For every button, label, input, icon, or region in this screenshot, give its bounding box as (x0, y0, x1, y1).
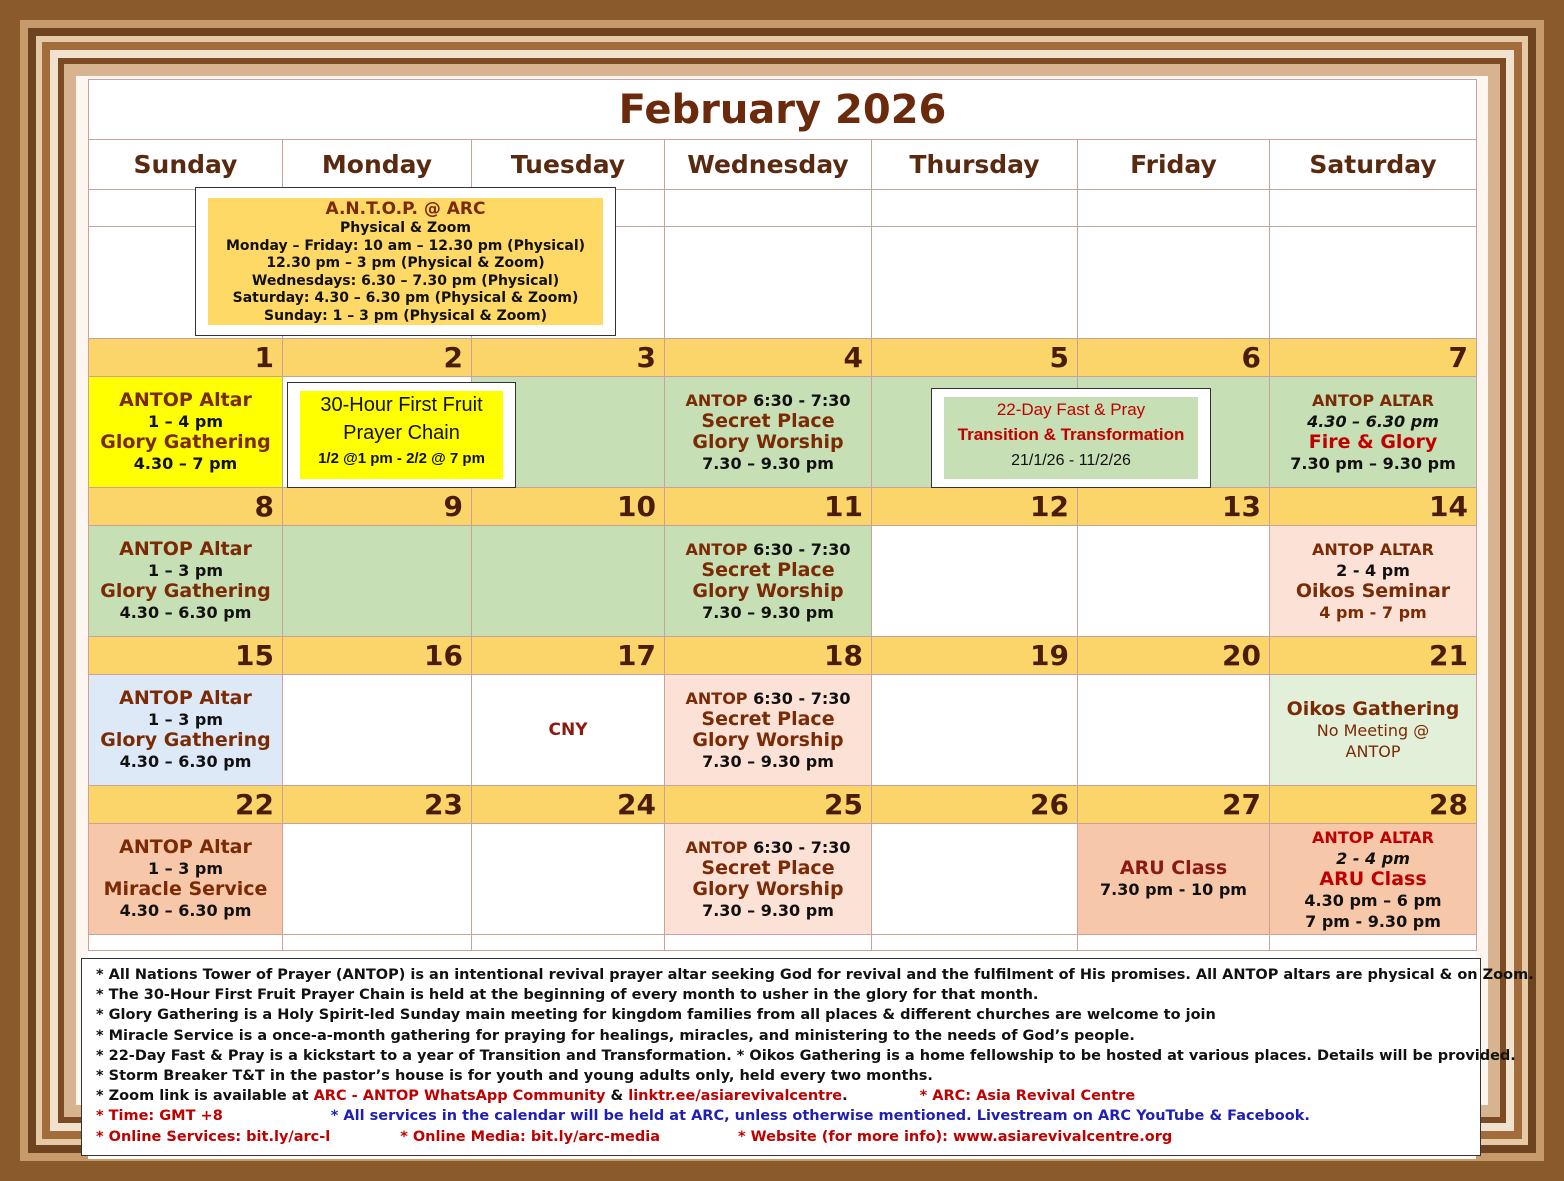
note-line: * Miracle Service is a once-a-month gathering for praying for healings, miracles, and ministering to the needs of God’s people. (96, 1027, 1135, 1044)
day-header-tuesday: Tuesday (472, 140, 665, 190)
day-header-wednesday: Wednesday (665, 140, 872, 190)
date-number: 26 (872, 786, 1078, 824)
note-text: * Zoom link is available at (96, 1088, 314, 1105)
note-line (96, 1127, 1466, 1147)
day-header-saturday: Saturday (1270, 140, 1477, 190)
note-line (96, 1086, 1466, 1106)
event-title: ANTOP (685, 838, 748, 857)
antop-line: Wednesdays: 6.30 – 7.30 pm (Physical) (251, 272, 560, 289)
day-cell-9 (283, 526, 472, 637)
date-number: 11 (665, 488, 872, 526)
antop-line: Saturday: 4.30 – 6.30 pm (Physical & Zoom) (232, 290, 579, 306)
event-time: 7.30 – 9.30 pm (702, 901, 834, 920)
fast-pray-panel (944, 397, 1198, 479)
note-line: * All Nations Tower of Prayer (ANTOP) is an intentional revival prayer altar seeking God for revival and the fulfilment of His promises. All ANTOP altars are physical & on Zoom. (96, 967, 1534, 983)
day-header-monday: Monday (283, 140, 472, 190)
first-fruit-title: 30-Hour First Fruit (320, 394, 483, 416)
event-time: 4.30 – 6.30 pm (1307, 412, 1439, 431)
calendar-title: February 2026 (89, 80, 1477, 140)
event-time: 1 – 4 pm (147, 412, 224, 431)
event-time: 4 pm - 7 pm (1319, 603, 1427, 622)
event-time: 2 - 4 pm (1336, 848, 1410, 868)
date-number: 17 (472, 637, 665, 675)
antop-line: 12.30 pm – 3 pm (Physical & Zoom) (266, 255, 545, 271)
event-title: ANTOP Altar (119, 389, 252, 411)
antop-line: Monday – Friday: 10 am – 12.30 pm (Physical) (225, 237, 586, 254)
date-number: 10 (472, 488, 665, 526)
event-title: Glory Gathering (100, 580, 271, 602)
day-cell-15 (89, 675, 283, 786)
fast-title: 22-Day Fast & Pray (996, 400, 1146, 419)
time-zone-note: * Time: GMT +8 (96, 1108, 223, 1125)
event-time: 7.30 – 9.30 pm (702, 752, 834, 771)
date-number: 25 (665, 786, 872, 824)
event-time: 4.30 – 6.30 pm (119, 603, 252, 622)
event-time: 1 – 3 pm (147, 710, 224, 729)
event-time: 6:30 - 7:30 (753, 540, 851, 559)
day-cell-4 (665, 377, 872, 488)
antop-line: Sunday: 1 – 3 pm (Physical & Zoom) (263, 307, 547, 324)
note-line: * The 30-Hour First Fruit Prayer Chain is held at the beginning of every month to usher in the glory for that month. (96, 987, 1039, 1004)
day-header-sunday: Sunday (89, 140, 283, 190)
event-time: 7 pm - 9.30 pm (1305, 911, 1441, 931)
event-time: 7.30 – 9.30 pm (702, 454, 834, 473)
date-number: 9 (283, 488, 472, 526)
event-title: ANTOP (685, 391, 748, 410)
day-cell-26 (872, 824, 1078, 935)
event-time: 4.30 – 6.30 pm (119, 901, 252, 920)
event-note: No Meeting @ (1316, 720, 1430, 740)
first-fruit-subtitle: Prayer Chain (343, 422, 460, 444)
day-cell-24 (472, 824, 665, 935)
whatsapp-community-link[interactable]: ARC - ANTOP WhatsApp Community (313, 1088, 606, 1105)
event-title: ANTOP ALTAR (1312, 540, 1434, 559)
date-number: 19 (872, 637, 1078, 675)
online-media-link[interactable]: * Online Media: bit.ly/arc-media (400, 1128, 661, 1145)
website-link[interactable]: * Website (for more info): www.asiarevivalcentre.org (738, 1128, 1173, 1145)
event-title: Fire & Glory (1308, 431, 1438, 453)
event-title: ANTOP ALTAR (1312, 827, 1434, 847)
date-number: 7 (1270, 339, 1477, 377)
event-title: Glory Gathering (100, 431, 271, 453)
note-text: & (605, 1088, 629, 1105)
event-time: 1 – 3 pm (147, 561, 224, 580)
event-title: Glory Worship (692, 878, 844, 900)
event-time: 2 - 4 pm (1336, 561, 1410, 580)
event-title: Secret Place (701, 410, 835, 432)
event-time: 7.30 pm – 9.30 pm (1290, 454, 1456, 473)
day-cell-16 (283, 675, 472, 786)
event-time: 7.30 – 9.30 pm (702, 603, 834, 622)
day-cell-18 (665, 675, 872, 786)
event-time: 6:30 - 7:30 (753, 689, 851, 708)
event-time: 1 – 3 pm (147, 859, 224, 878)
fast-dates: 21/1/26 - 11/2/26 (1011, 452, 1131, 469)
date-number: 1 (89, 339, 283, 377)
event-title: ANTOP Altar (119, 538, 252, 560)
note-line: * 22-Day Fast & Pray is a kickstart to a year of Transition and Transformation. * Oikos Gathering is a home fellowship to be hosted at various places. Details will be provided. (96, 1047, 1516, 1064)
date-number: 22 (89, 786, 283, 824)
date-number: 12 (872, 488, 1078, 526)
day-cell-13 (1078, 526, 1270, 637)
day-cell-25 (665, 824, 872, 935)
antop-schedule-box (195, 187, 616, 336)
services-location-note: * All services in the calendar will be held at ARC, unless otherwise mentioned. Livestream on ARC YouTube & Facebook. (330, 1108, 1310, 1125)
fast-pray-box (931, 388, 1211, 488)
day-cell-22 (89, 824, 283, 935)
event-title: ANTOP (685, 540, 748, 559)
note-text: . (842, 1088, 848, 1105)
day-cell-28 (1270, 824, 1477, 935)
day-cell-17 (472, 675, 665, 786)
antop-schedule-panel (208, 198, 603, 325)
antop-line: Physical & Zoom (340, 220, 471, 236)
event-time: 4.30 – 7 pm (133, 454, 238, 473)
first-fruit-dates: 1/2 @1 pm - 2/2 @ 7 pm (318, 450, 485, 467)
note-line: * Glory Gathering is a Holy Spirit-led Sunday main meeting for kingdom families from all places & different churches are welcome to join (96, 1007, 1216, 1024)
day-cell-14 (1270, 526, 1477, 637)
event-title: Glory Worship (692, 580, 844, 602)
event-title: ANTOP Altar (119, 687, 252, 709)
event-title: Oikos Seminar (1295, 580, 1451, 602)
date-number: 8 (89, 488, 283, 526)
event-time: 7.30 pm - 10 pm (1100, 880, 1247, 899)
date-number: 14 (1270, 488, 1477, 526)
day-cell-21 (1270, 675, 1477, 786)
event-title: Glory Gathering (100, 729, 271, 751)
event-title: ARU Class (1319, 867, 1427, 890)
day-cell-23 (283, 824, 472, 935)
linktree-link[interactable]: linktr.ee/asiarevivalcentre (628, 1088, 843, 1105)
antop-heading: A.N.T.O.P. @ ARC (325, 199, 486, 219)
event-time: 4.30 – 6.30 pm (119, 752, 252, 771)
event-title: ANTOP ALTAR (1312, 391, 1434, 410)
date-number: 28 (1270, 786, 1477, 824)
day-header-friday: Friday (1078, 140, 1270, 190)
date-number: 24 (472, 786, 665, 824)
event-title: Glory Worship (692, 729, 844, 751)
first-fruit-box (287, 382, 516, 488)
first-fruit-panel (300, 391, 503, 479)
date-number: 15 (89, 637, 283, 675)
event-title: Secret Place (701, 857, 835, 879)
day-header-thursday: Thursday (872, 140, 1078, 190)
fast-subtitle: Transition & Transformation (957, 425, 1185, 444)
event-time: 4.30 pm – 6 pm (1304, 890, 1442, 910)
date-number: 18 (665, 637, 872, 675)
day-cell-8 (89, 526, 283, 637)
event-note: ANTOP (1345, 741, 1401, 761)
day-cell-12 (872, 526, 1078, 637)
day-cell-10 (472, 526, 665, 637)
day-cell-19 (872, 675, 1078, 786)
day-cell-11 (665, 526, 872, 637)
event-title: Oikos Gathering (1286, 697, 1460, 720)
date-number: 13 (1078, 488, 1270, 526)
date-number: 2 (283, 339, 472, 377)
event-time: 6:30 - 7:30 (753, 838, 851, 857)
event-title: ARU Class (1119, 857, 1228, 879)
arc-abbreviation-note: * ARC: Asia Revival Centre (919, 1088, 1136, 1105)
notes-section (81, 958, 1534, 1156)
note-line: * Storm Breaker T&T in the pastor’s house is for youth and young adults only, held every two months. (96, 1068, 933, 1085)
day-cell-1 (89, 377, 283, 488)
event-title: Miracle Service (103, 878, 268, 900)
date-number: 16 (283, 637, 472, 675)
date-number: 4 (665, 339, 872, 377)
date-number: 21 (1270, 637, 1477, 675)
event-title: Secret Place (701, 708, 835, 730)
day-cell-7 (1270, 377, 1477, 488)
event-title: Glory Worship (692, 431, 844, 453)
event-time: 6:30 - 7:30 (753, 391, 851, 410)
event-title: Secret Place (701, 559, 835, 581)
date-number: 20 (1078, 637, 1270, 675)
event-title: CNY (548, 719, 588, 740)
event-title: ANTOP Altar (119, 836, 252, 858)
date-number: 27 (1078, 786, 1270, 824)
online-services-link[interactable]: * Online Services: bit.ly/arc-l (96, 1128, 331, 1145)
note-line (96, 1106, 1466, 1126)
date-number: 23 (283, 786, 472, 824)
date-number: 6 (1078, 339, 1270, 377)
day-cell-20 (1078, 675, 1270, 786)
date-number: 3 (472, 339, 665, 377)
event-title: ANTOP (685, 689, 748, 708)
day-cell-27 (1078, 824, 1270, 935)
date-number: 5 (872, 339, 1078, 377)
